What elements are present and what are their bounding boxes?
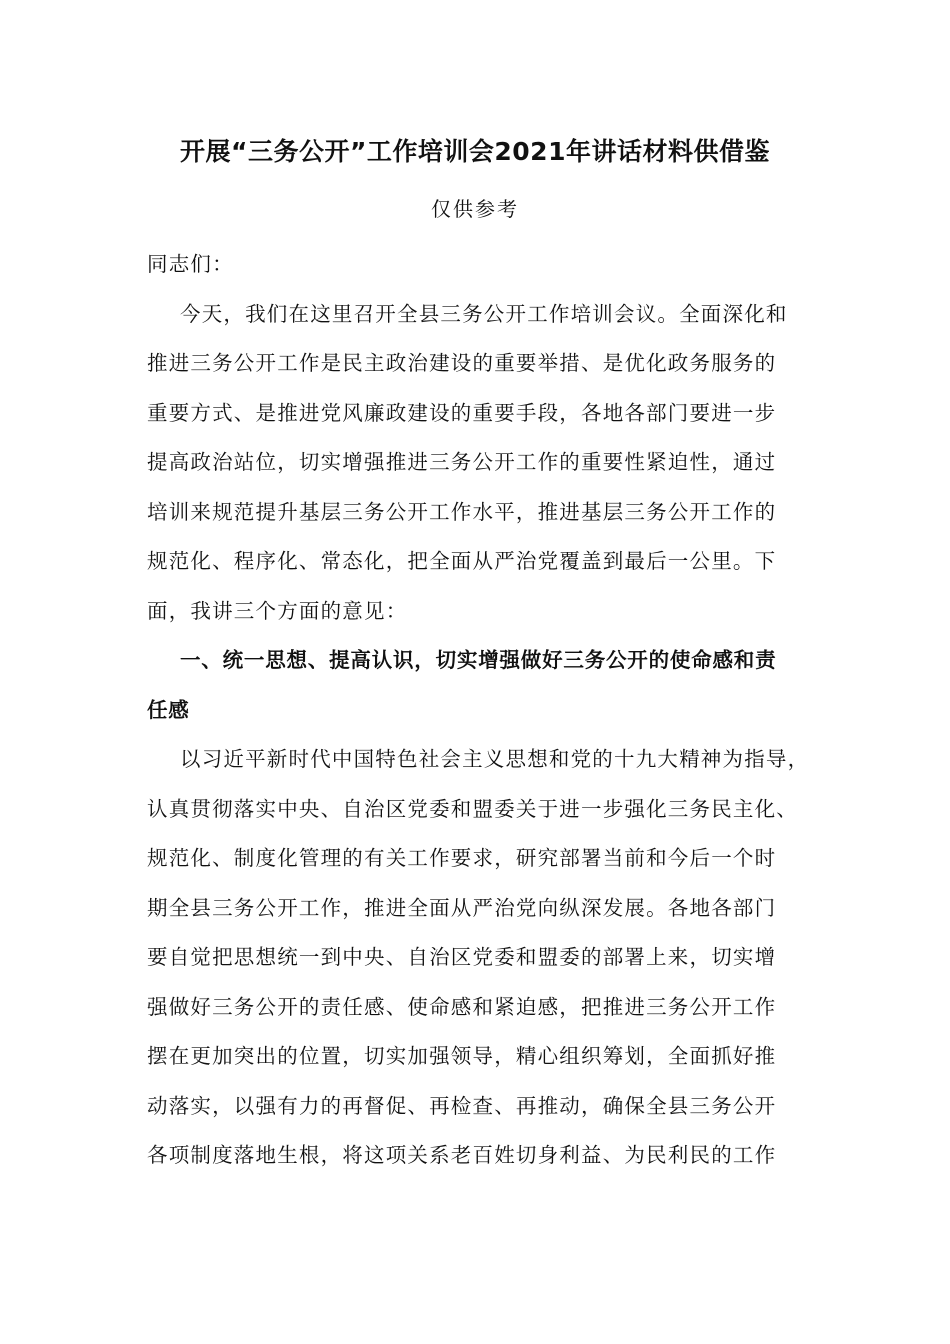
section-heading-line: 任感 <box>147 697 190 722</box>
document-subtitle: 仅供参考 <box>431 197 519 221</box>
document-title: 开展“三务公开”工作培训会2021年讲话材料供借鉴 <box>180 137 770 166</box>
paragraph-line: 培训来规范提升基层三务公开工作水平，推进基层三务公开工作的 <box>147 499 777 524</box>
paragraph-line: 规范化、程序化、常态化，把全面从严治党覆盖到最后一公里。下 <box>147 549 777 573</box>
section-heading-line: 一、统一思想、提高认识，切实增强做好三务公开的使命感和责 <box>180 648 777 672</box>
paragraph-line: 强做好三务公开的责任感、使命感和紧迫感，把推进三务公开工作 <box>147 994 777 1019</box>
paragraph-line: 规范化、制度化管理的有关工作要求，研究部署当前和今后一个时 <box>147 846 777 870</box>
paragraph-line: 重要方式、是推进党风廉政建设的重要手段，各地各部门要进一步 <box>147 400 777 425</box>
paragraph-line: 要自觉把思想统一到中央、自治区党委和盟委的部署上来，切实增 <box>147 945 777 969</box>
paragraph-line: 面，我讲三个方面的意见： <box>147 598 408 623</box>
paragraph-line: 期全县三务公开工作，推进全面从严治党向纵深发展。各地各部门 <box>147 895 777 920</box>
paragraph-line: 同志们： <box>147 252 234 276</box>
paragraph-line: 动落实，以强有力的再督促、再检查、再推动，确保全县三务公开 <box>147 1093 777 1118</box>
paragraph-line: 今天，我们在这里召开全县三务公开工作培训会议。全面深化和 <box>180 301 788 326</box>
paragraph-line: 以习近平新时代中国特色社会主义思想和党的十九大精神为指导， <box>180 747 810 771</box>
paragraph-line: 摆在更加突出的位置，切实加强领导，精心组织筹划，全面抓好推 <box>147 1044 777 1068</box>
paragraph-line: 认真贯彻落实中央、自治区党委和盟委关于进一步强化三务民主化、 <box>147 796 798 821</box>
paragraph-line: 推进三务公开工作是民主政治建设的重要举措、是优化政务服务的 <box>147 351 777 375</box>
paragraph-line: 提高政治站位，切实增强推进三务公开工作的重要性紧迫性，通过 <box>147 450 777 474</box>
paragraph-line: 各项制度落地生根，将这项关系老百姓切身利益、为民利民的工作 <box>147 1143 777 1167</box>
document-body <box>147 240 810 1181</box>
